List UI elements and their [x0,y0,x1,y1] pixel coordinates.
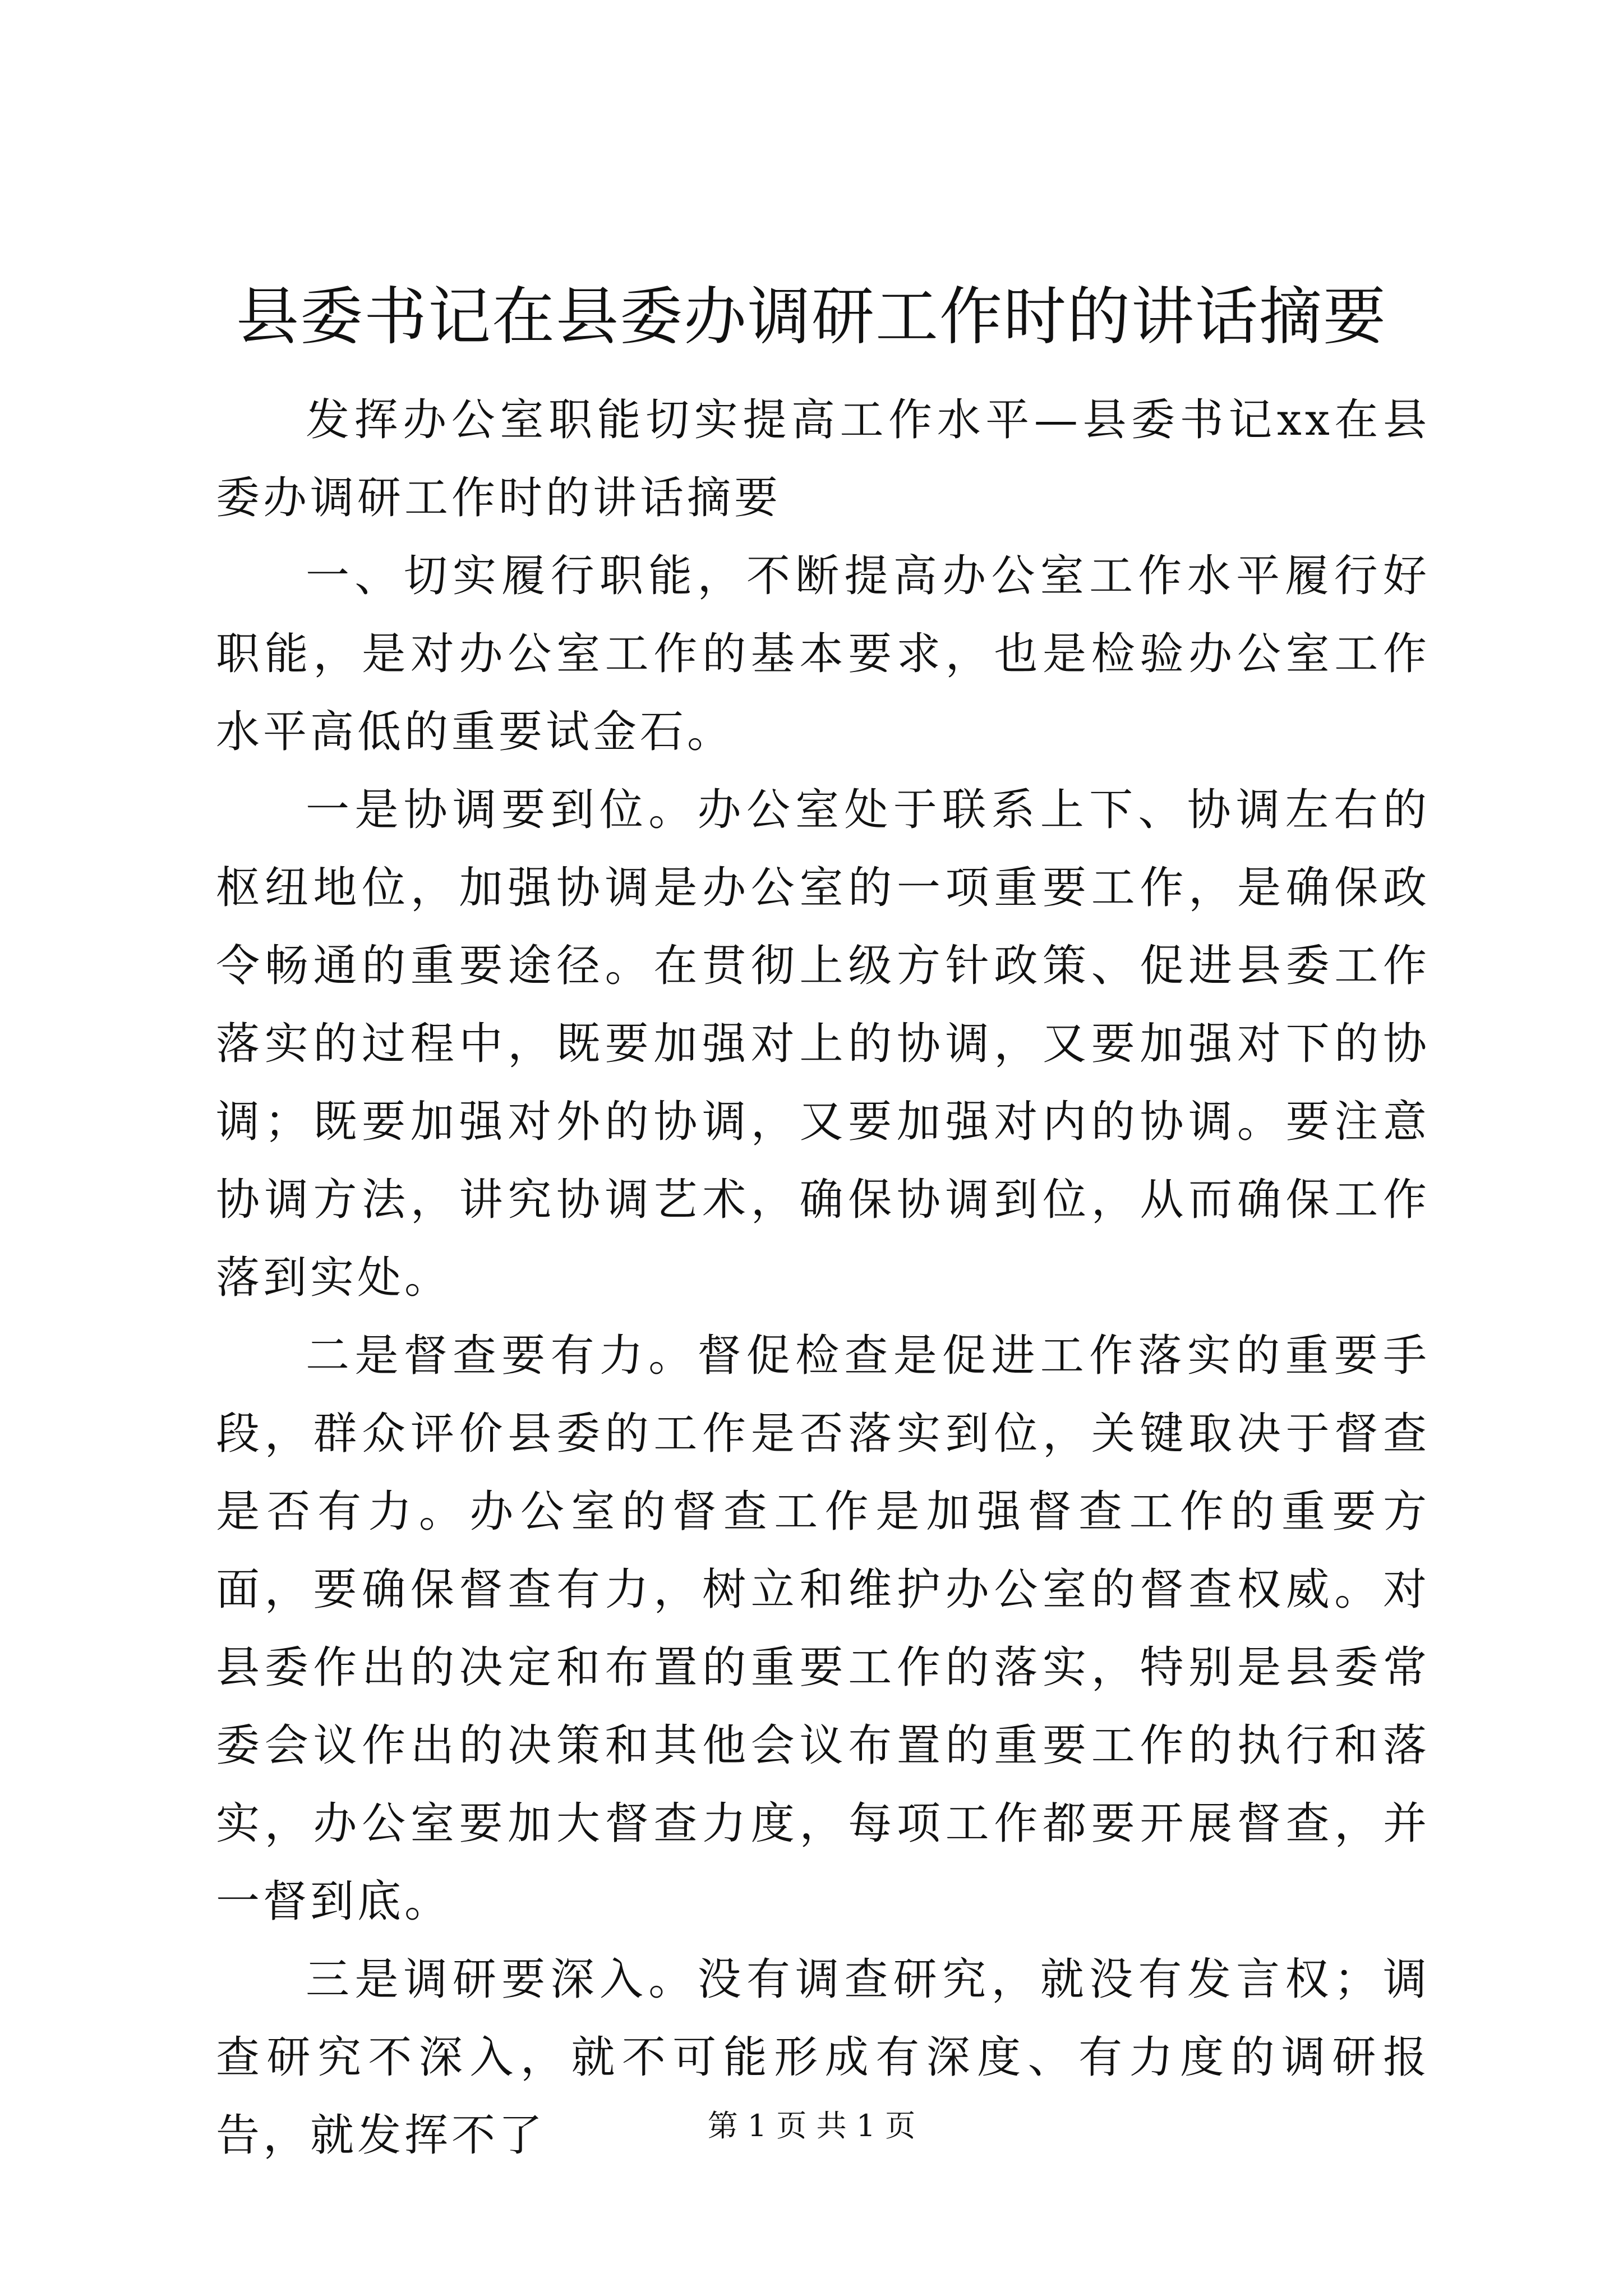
page-footer: 第 1 页 共 1 页 [707,2108,916,2143]
document-title: 县委书记在县委办调研工作时的讲话摘要 [236,280,1387,353]
body-paragraph-section-one: 一、切实履行职能，不断提高办公室工作水平履行好职能，是对办公室工作的基本要求，也是检验办公室工作水平高低的重要试金石。 [216,551,1430,757]
body-paragraph-coordination: 一是协调要到位。办公室处于联系上下、协调左右的枢纽地位，加强协调是办公室的一项重要工作，是确保政令畅通的重要途径。在贯彻上级方针政策、促进县委工作落实的过程中，既要加强对上的协调，又要加强对下的协调；既要加强对外的协调，又要加强对内的协调。要注意协调方法，讲究协调艺术，确保协调到位，从而确保工作落到实处。 [216,785,1430,1303]
body-paragraph-research: 三是调研要深入。没有调查研究，就没有发言权；调查研究不深入，就不可能形成有深度、有力度的调研报告，就发挥不了 [216,1954,1430,2161]
document-body [216,381,1430,2175]
body-paragraph-subtitle: 发挥办公室职能切实提高工作水平—县委书记xx在县委办调研工作时的讲话摘要 [216,395,1430,523]
body-paragraph-supervision: 二是督查要有力。督促检查是促进工作落实的重要手段，群众评价县委的工作是否落实到位，关键取决于督查是否有力。办公室的督查工作是加强督查工作的重要方面，要确保督查有力，树立和维护办公室的督查权威。对县委作出的决定和布置的重要工作的落实，特别是县委常委会议作出的决策和其他会议布置的重要工作的执行和落实，办公室要加大督查力度，每项工作都要开展督查，并一督到底。 [216,1331,1430,1927]
